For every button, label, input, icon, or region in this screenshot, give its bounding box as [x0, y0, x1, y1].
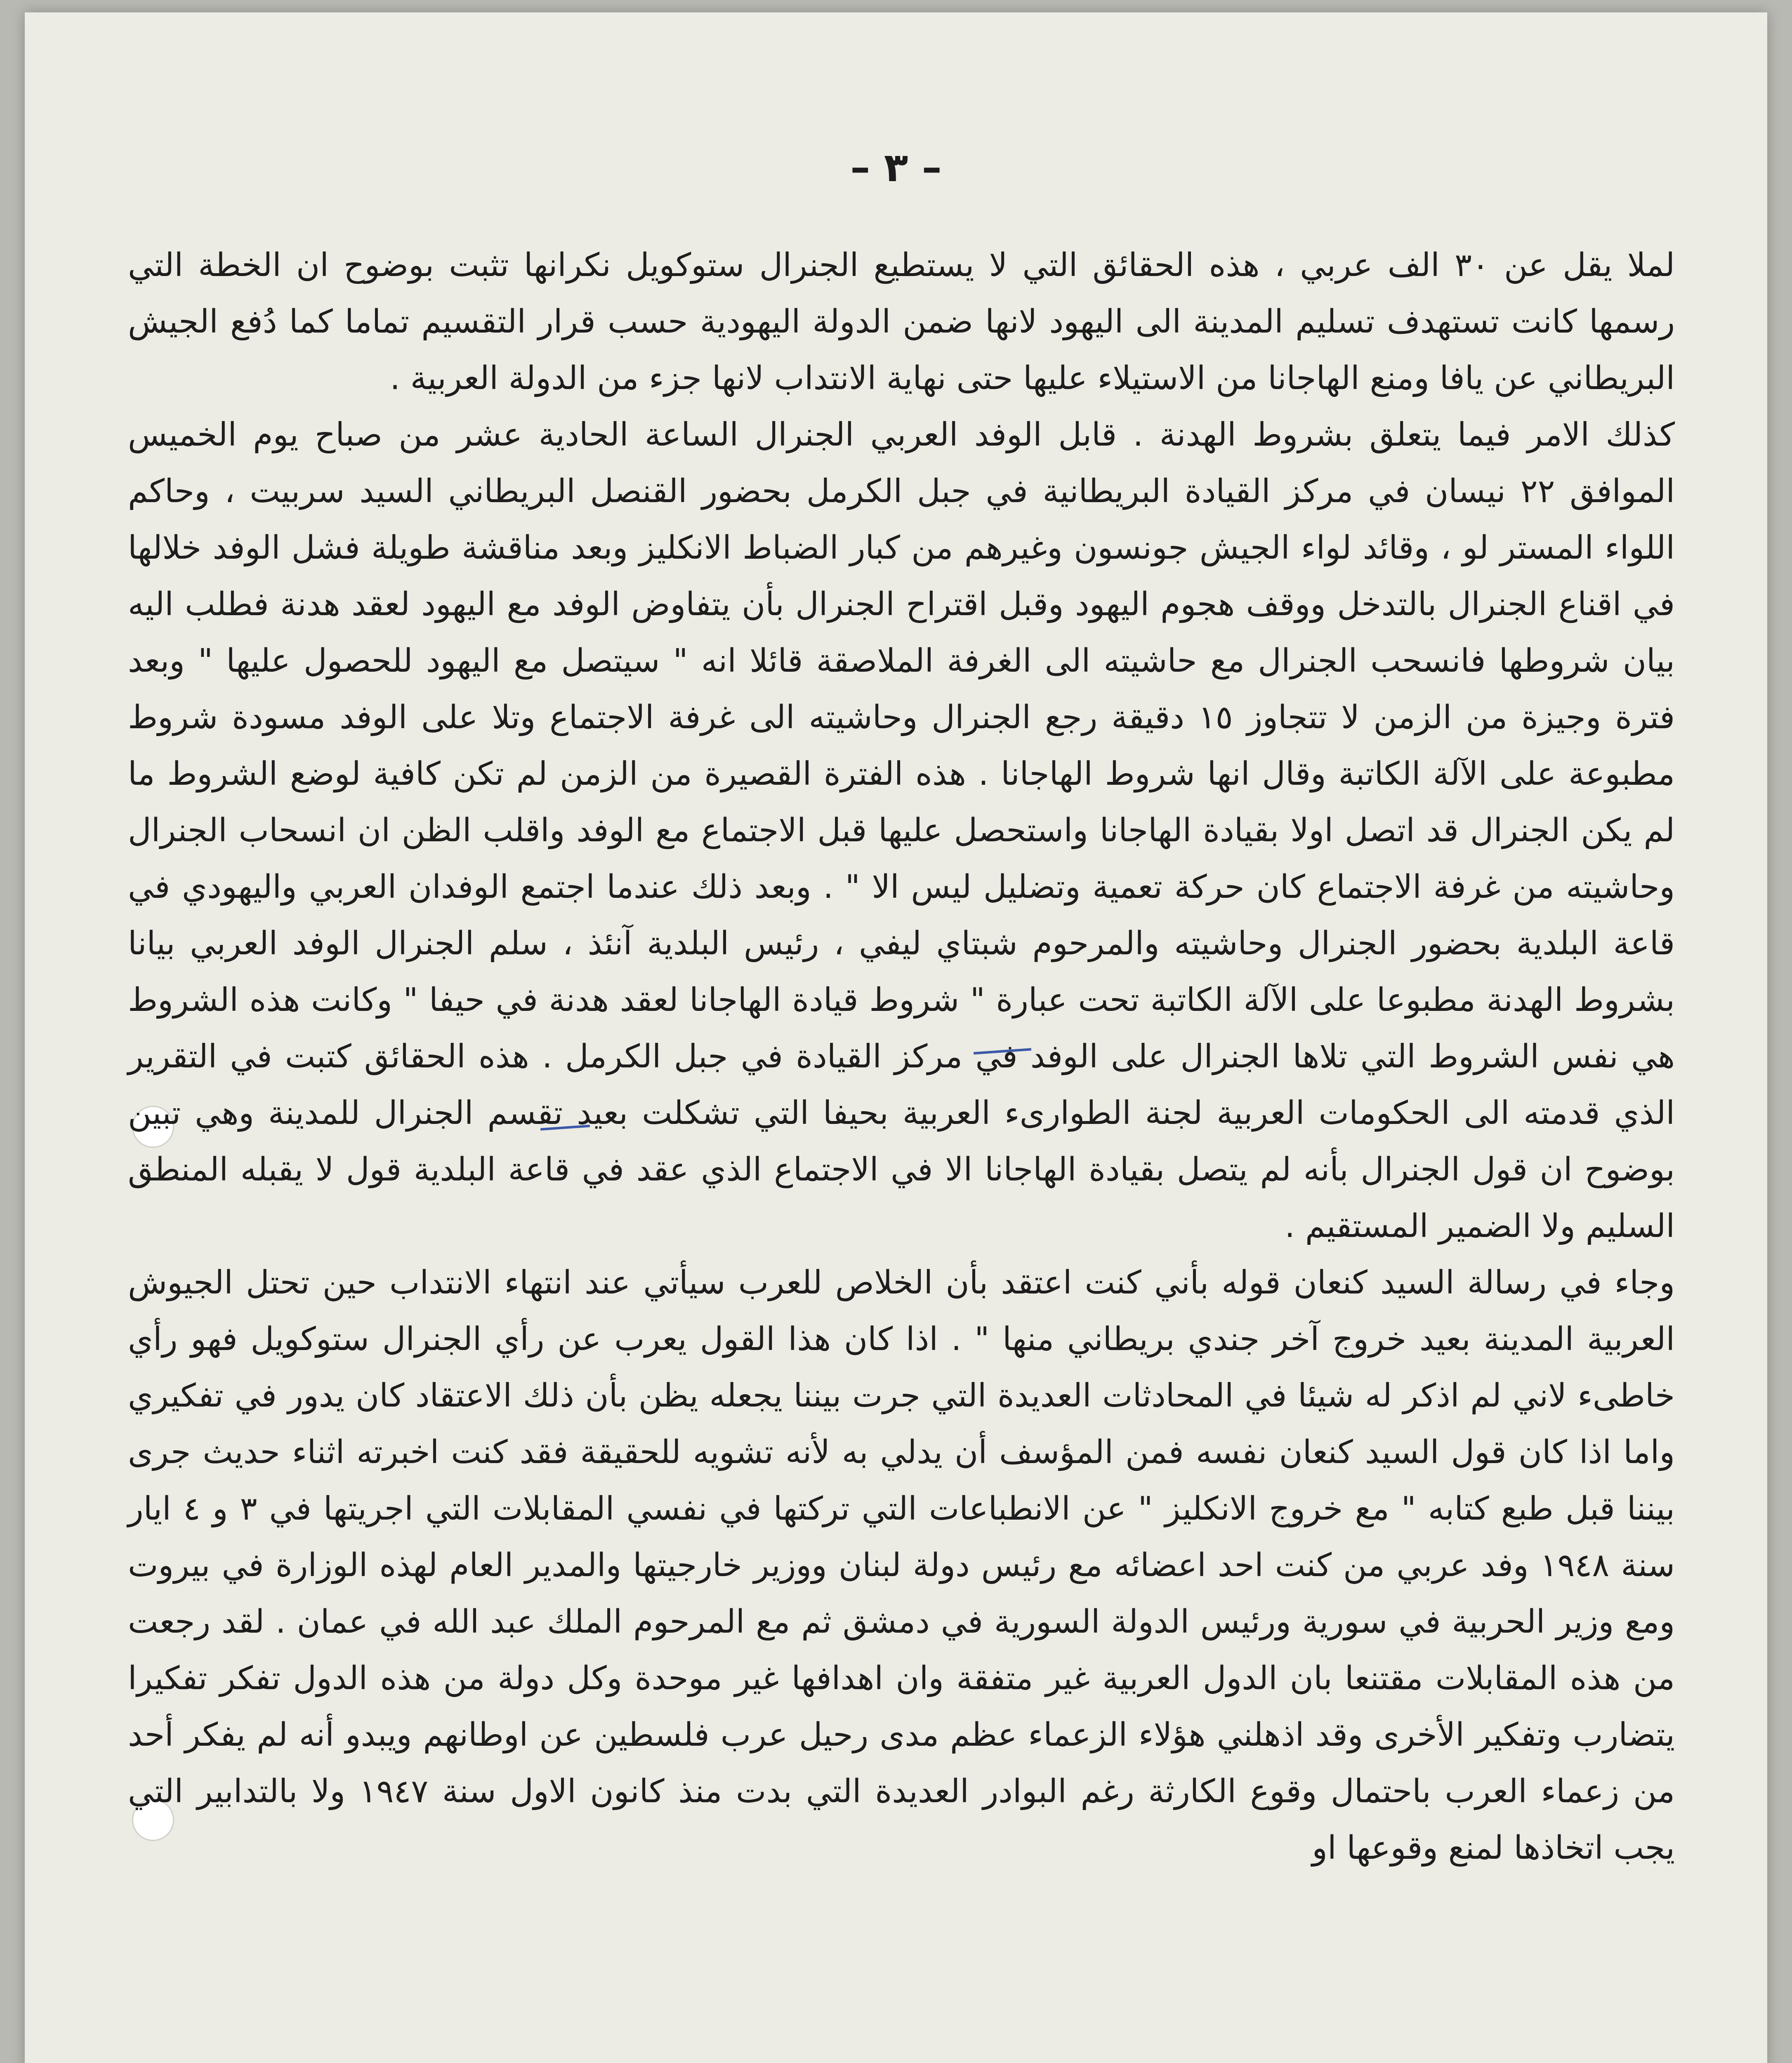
- page-number: – ٣ –: [850, 144, 942, 191]
- document-page: [25, 12, 1767, 2063]
- paragraph-3: وجاء في رسالة السيد كنعان قوله بأني كنت اعتقد بأن الخلاص للعرب سيأتي عند انتهاء الانتداب حين تحتل الجيوش العربية المدينة بعيد خروج آخر جندي بريطاني منها " . اذا كان هذا القول يعرب عن رأي الجنرال ستوكويل فهو رأي خاطىء لاني لم اذكر له شيئا في المحادثات العديدة التي جرت بيننا يجعله يظن بأن ذلك الاعتقاد كان يدور في تفكيري واما اذا كان قول السيد كنعان نفسه فمن المؤسف أن يدلي به لأنه تشويه للحقيقة فقد كنت اخبرته اثناء حديث جرى بيننا قبل طبع كتابه " مع خروج الانكليز " عن الانطباعات التي تركتها في نفسي المقابلات التي اجريتها في ٣ و ٤ ايار سنة ١٩٤٨ وفد عربي من كنت احد اعضائه مع رئيس دولة لبنان ووزير خارجيتها والمدير العام لهذه الوزارة في بيروت ومع وزير الحربية في سورية ورئيس الدولة السورية في دمشق ثم مع المرحوم الملك عبد الله في عمان . لقد رجعت من هذه المقابلات مقتنعا بان الدول العربية غير متفقة وان اهدافها غير موحدة وكل دولة من هذه الدول تفكر تفكيرا يتضارب وتفكير الأخرى وقد اذهلني هؤلاء الزعماء عظم مدى رحيل عرب فلسطين عن اوطانهم ويبدو أنه لم يفكر أحد من زعماء العرب باحتمال وقوع الكارثة رغم البوادر العديدة التي بدت منذ كانون الاول سنة ١٩٤٧ ولا بالتدابير التي يجب اتخاذها لمنع وقوعها او: [128, 1264, 1675, 1867]
- paragraph-2: كذلك الامر فيما يتعلق بشروط الهدنة . قابل الوفد العربي الجنرال الساعة الحادية عشر من صباح يوم الخميس الموافق ٢٢ نيسان في مركز القيادة البريطانية في جبل الكرمل بحضور القنصل البريطاني السيد سربيت ، وحاكم اللواء المستر لو ، وقائد لواء الجيش جونسون وغيرهم من كبار الضباط الانكليز وبعد مناقشة طويلة فشل الوفد خلالها في اقناع الجنرال بالتدخل ووقف هجوم اليهود وقبل اقتراح الجنرال بأن يتفاوض الوفد مع اليهود لعقد هدنة فطلب اليه بيان شروطها فانسحب الجنرال مع حاشيته الى الغرفة الملاصقة قائلا انه " سيتصل مع اليهود للحصول عليها " وبعد فترة وجيزة من الزمن لا تتجاوز ١٥ دقيقة رجع الجنرال وحاشيته الى غرفة الاجتماع وتلا على الوفد مسودة شروط مطبوعة على الآلة الكاتبة وقال انها شروط الهاجانا . هذه الفترة القصيرة من الزمن لم تكن كافية لوضع الشروط ما لم يكن الجنرال قد اتصل اولا بقيادة الهاجانا واستحصل عليها قبل الاجتماع مع الوفد واقلب الظن ان انسحاب الجنرال وحاشيته من غرفة الاجتماع كان حركة تعمية وتضليل ليس الا " . وبعد ذلك عندما اجتمع الوفدان العربي واليهودي في قاعة البلدية بحضور الجنرال وحاشيته والمرحوم شبتاي ليفي ، رئيس البلدية آنئذ ، سلم الجنرال الوفد العربي بيانا بشروط الهدنة مطبوعا على الآلة الكاتبة تحت عبارة " شروط قيادة الهاجانا لعقد هدنة في حيفا " وكانت هذه الشروط هي نفس الشروط التي تلاها الجنرال على الوفد في مركز القيادة في جبل الكرمل . هذه الحقائق كتبت في التقرير الذي قدمته الى الحكومات العربية لجنة الطوارىء العربية بحيفا التي تشكلت بعيد تقسم الجنرال للمدينة وهي تبين بوضوح ان قول الجنرال بأنه لم يتصل بقيادة الهاجانا الا في الاجتماع الذي عقد في قاعة البلدية قول لا يقبله المنطق السليم ولا الضمير المستقيم .: [128, 416, 1675, 1245]
- document-body: [128, 237, 1675, 1877]
- paragraph-1: لملا يقل عن ٣٠ الف عربي ، هذه الحقائق التي لا يستطيع الجنرال ستوكويل نكرانها تثبت بوضوح ان الخطة التي رسمها كانت تستهدف تسليم المدينة الى اليهود لانها ضمن الدولة اليهودية حسب قرار التقسيم تماما كما دُفع الجيش البريطاني عن يافا ومنع الهاجانا من الاستيلاء عليها حتى نهاية الانتداب لانها جزء من الدولة العربية .: [128, 247, 1675, 397]
